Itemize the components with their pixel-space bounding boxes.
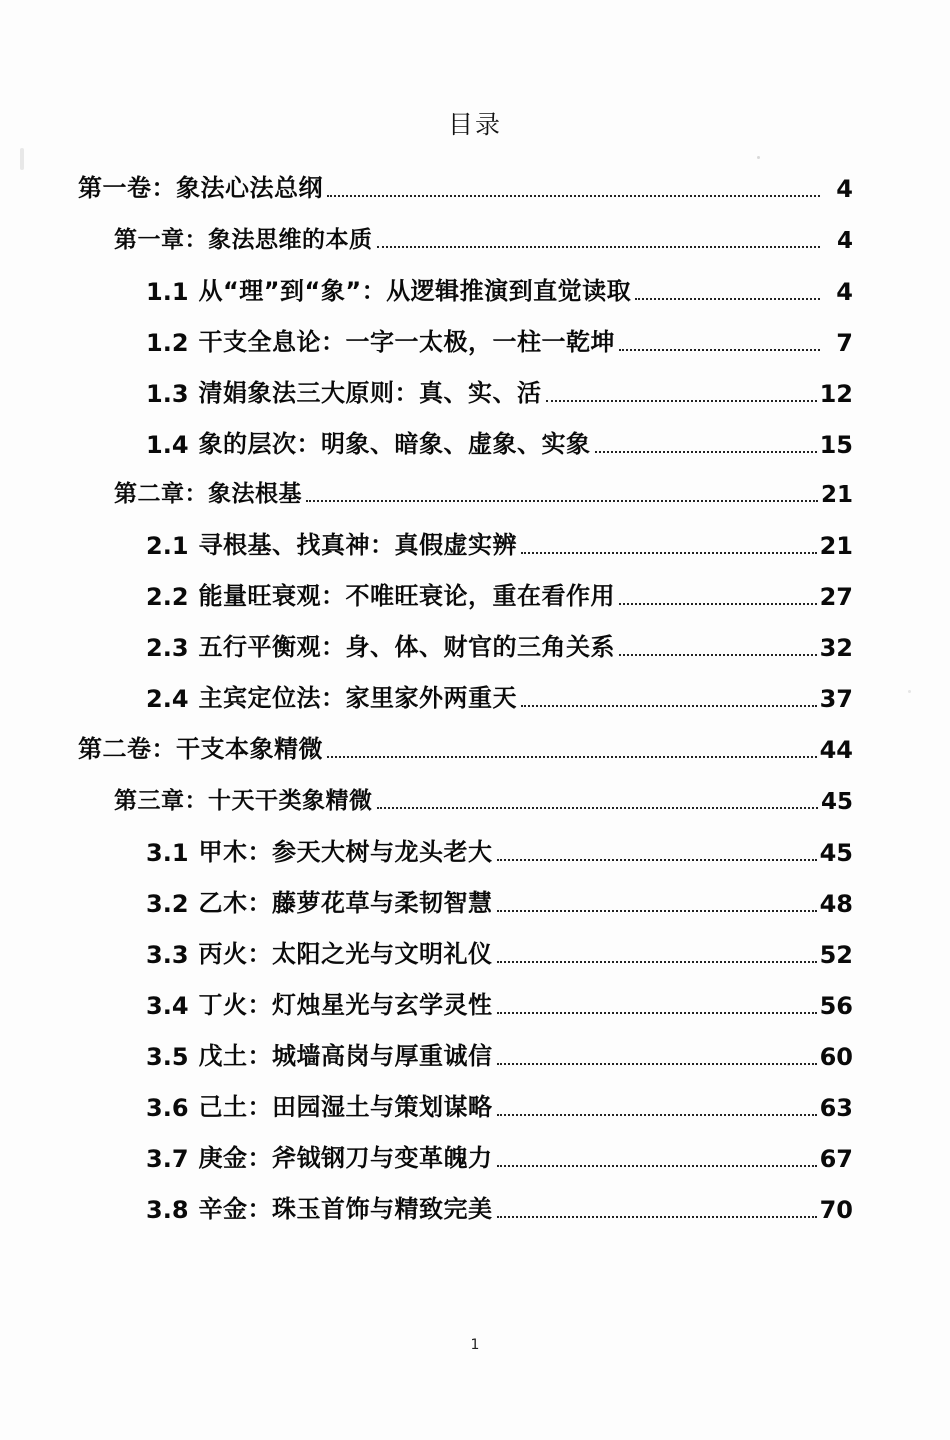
toc-entry-label: 戊土：城墙高岗与厚重诚信 <box>198 1042 493 1070</box>
toc-entry-label: 庚金：斧钺钢刀与变革魄力 <box>198 1144 493 1172</box>
toc-entry-page: 37 <box>819 685 853 713</box>
toc-entry-label: 辛金：珠玉首饰与精致完美 <box>198 1195 493 1223</box>
toc-entry-label: 从“理”到“象”：从逻辑推演到直觉读取 <box>198 277 632 305</box>
toc-entry-page: 4 <box>836 278 853 306</box>
toc-entry-page: 4 <box>836 175 853 203</box>
toc-leader-dots <box>521 551 817 554</box>
toc-entry-label: 象的层次：明象、暗象、虚象、实象 <box>198 430 591 458</box>
toc-entry-label: 寻根基、找真神：真假虚实辨 <box>198 531 518 559</box>
toc-entry-page: 48 <box>819 890 853 918</box>
toc-entry-label: 甲木：参天大树与龙头老大 <box>198 838 493 866</box>
toc-entry-label: 丁火：灯烛星光与玄学灵性 <box>198 991 493 1019</box>
toc-entry[interactable] <box>78 729 853 764</box>
table-of-contents <box>78 168 853 1240</box>
toc-entry-number: 1.2 <box>146 329 189 357</box>
scan-speck <box>757 156 760 159</box>
toc-entry[interactable] <box>146 1138 853 1173</box>
scan-speck <box>20 148 24 170</box>
toc-entry-number: 3.7 <box>146 1145 189 1173</box>
toc-leader-dots <box>327 755 817 758</box>
toc-entry[interactable] <box>146 271 853 306</box>
toc-entry-label: 乙木：藤萝花草与柔韧智慧 <box>198 889 493 917</box>
toc-entry-number: 3.3 <box>146 941 189 969</box>
toc-entry-number: 2.4 <box>146 685 189 713</box>
toc-entry-page: 63 <box>819 1094 853 1122</box>
toc-entry-number: 1.1 <box>146 278 189 306</box>
toc-entry-page: 4 <box>836 228 853 254</box>
toc-leader-dots <box>619 653 817 656</box>
toc-entry-page: 21 <box>819 532 853 560</box>
toc-leader-dots <box>497 1113 817 1116</box>
toc-entry-label: 第一卷：象法心法总纲 <box>78 174 323 202</box>
toc-entry[interactable] <box>146 424 853 459</box>
toc-entry-page: 70 <box>819 1196 853 1224</box>
toc-entry-number: 3.4 <box>146 992 189 1020</box>
toc-leader-dots <box>306 499 818 502</box>
toc-entry-page: 60 <box>819 1043 853 1071</box>
toc-entry-page: 45 <box>819 839 853 867</box>
toc-entry-number: 3.6 <box>146 1094 189 1122</box>
toc-leader-dots <box>497 1164 817 1167</box>
toc-entry-page: 56 <box>819 992 853 1020</box>
toc-entry-number: 3.1 <box>146 839 189 867</box>
toc-leader-dots <box>546 399 817 402</box>
toc-leader-dots <box>377 806 818 809</box>
toc-leader-dots <box>595 450 817 453</box>
toc-entry[interactable] <box>146 1087 853 1122</box>
toc-entry-page: 45 <box>820 789 853 815</box>
toc-leader-dots <box>497 1011 817 1014</box>
toc-entry-number: 1.4 <box>146 431 189 459</box>
toc-entry[interactable] <box>146 883 853 918</box>
toc-entry-label: 五行平衡观：身、体、财官的三角关系 <box>198 633 616 661</box>
toc-entry[interactable] <box>146 678 853 713</box>
toc-entry-page: 21 <box>820 482 853 508</box>
toc-entry-number: 3.2 <box>146 890 189 918</box>
toc-entry-page: 52 <box>819 941 853 969</box>
page-number: 1 <box>470 1337 480 1353</box>
toc-leader-dots <box>619 348 820 351</box>
toc-leader-dots <box>497 960 817 963</box>
toc-leader-dots <box>619 602 817 605</box>
toc-entry-page: 12 <box>819 380 853 408</box>
toc-entry-label: 能量旺衰观：不唯旺衰论，重在看作用 <box>198 582 616 610</box>
toc-entry[interactable] <box>78 168 853 203</box>
toc-entry-label: 第三章：十天干类象精微 <box>114 788 373 814</box>
toc-entry[interactable] <box>146 373 853 408</box>
toc-entry-number: 3.8 <box>146 1196 189 1224</box>
toc-entry-label: 主宾定位法：家里家外两重天 <box>198 684 518 712</box>
toc-entry-label: 清娟象法三大原则：真、实、活 <box>198 379 542 407</box>
toc-entry-page: 7 <box>836 329 853 357</box>
toc-entry-label: 第二卷：干支本象精微 <box>78 735 323 763</box>
toc-leader-dots <box>377 245 821 248</box>
toc-leader-dots <box>327 194 820 197</box>
toc-leader-dots <box>521 704 817 707</box>
toc-entry-number: 1.3 <box>146 380 189 408</box>
toc-entry-label: 己土：田园湿土与策划谋略 <box>198 1093 493 1121</box>
toc-entry-number: 3.5 <box>146 1043 189 1071</box>
toc-entry-label: 第二章：象法根基 <box>114 481 302 507</box>
toc-leader-dots <box>497 1062 817 1065</box>
page-title: 目录 <box>447 110 502 139</box>
toc-entry[interactable] <box>146 525 853 560</box>
toc-leader-dots <box>635 297 820 300</box>
toc-entry-number: 2.3 <box>146 634 189 662</box>
toc-entry[interactable] <box>146 1036 853 1071</box>
toc-entry[interactable] <box>114 475 853 508</box>
toc-entry[interactable] <box>146 934 853 969</box>
scan-speck <box>908 690 911 693</box>
toc-entry[interactable] <box>146 322 853 357</box>
toc-entry-page: 15 <box>819 431 853 459</box>
toc-entry[interactable] <box>114 221 853 254</box>
toc-leader-dots <box>497 1215 817 1218</box>
toc-entry-page: 32 <box>819 634 853 662</box>
toc-entry-page: 67 <box>819 1145 853 1173</box>
toc-entry-page: 27 <box>819 583 853 611</box>
toc-leader-dots <box>497 858 817 861</box>
toc-entry[interactable] <box>146 627 853 662</box>
toc-entry[interactable] <box>146 576 853 611</box>
toc-entry[interactable] <box>146 832 853 867</box>
toc-entry[interactable] <box>146 1189 853 1224</box>
toc-entry-number: 2.2 <box>146 583 189 611</box>
toc-entry-label: 第一章：象法思维的本质 <box>114 227 373 253</box>
toc-entry-label: 丙火：太阳之光与文明礼仪 <box>198 940 493 968</box>
toc-leader-dots <box>497 909 817 912</box>
toc-entry[interactable] <box>146 985 853 1020</box>
toc-entry-number: 2.1 <box>146 532 189 560</box>
toc-entry-page: 44 <box>819 736 853 764</box>
toc-entry-label: 干支全息论：一字一太极，一柱一乾坤 <box>198 328 616 356</box>
toc-entry[interactable] <box>114 782 853 815</box>
